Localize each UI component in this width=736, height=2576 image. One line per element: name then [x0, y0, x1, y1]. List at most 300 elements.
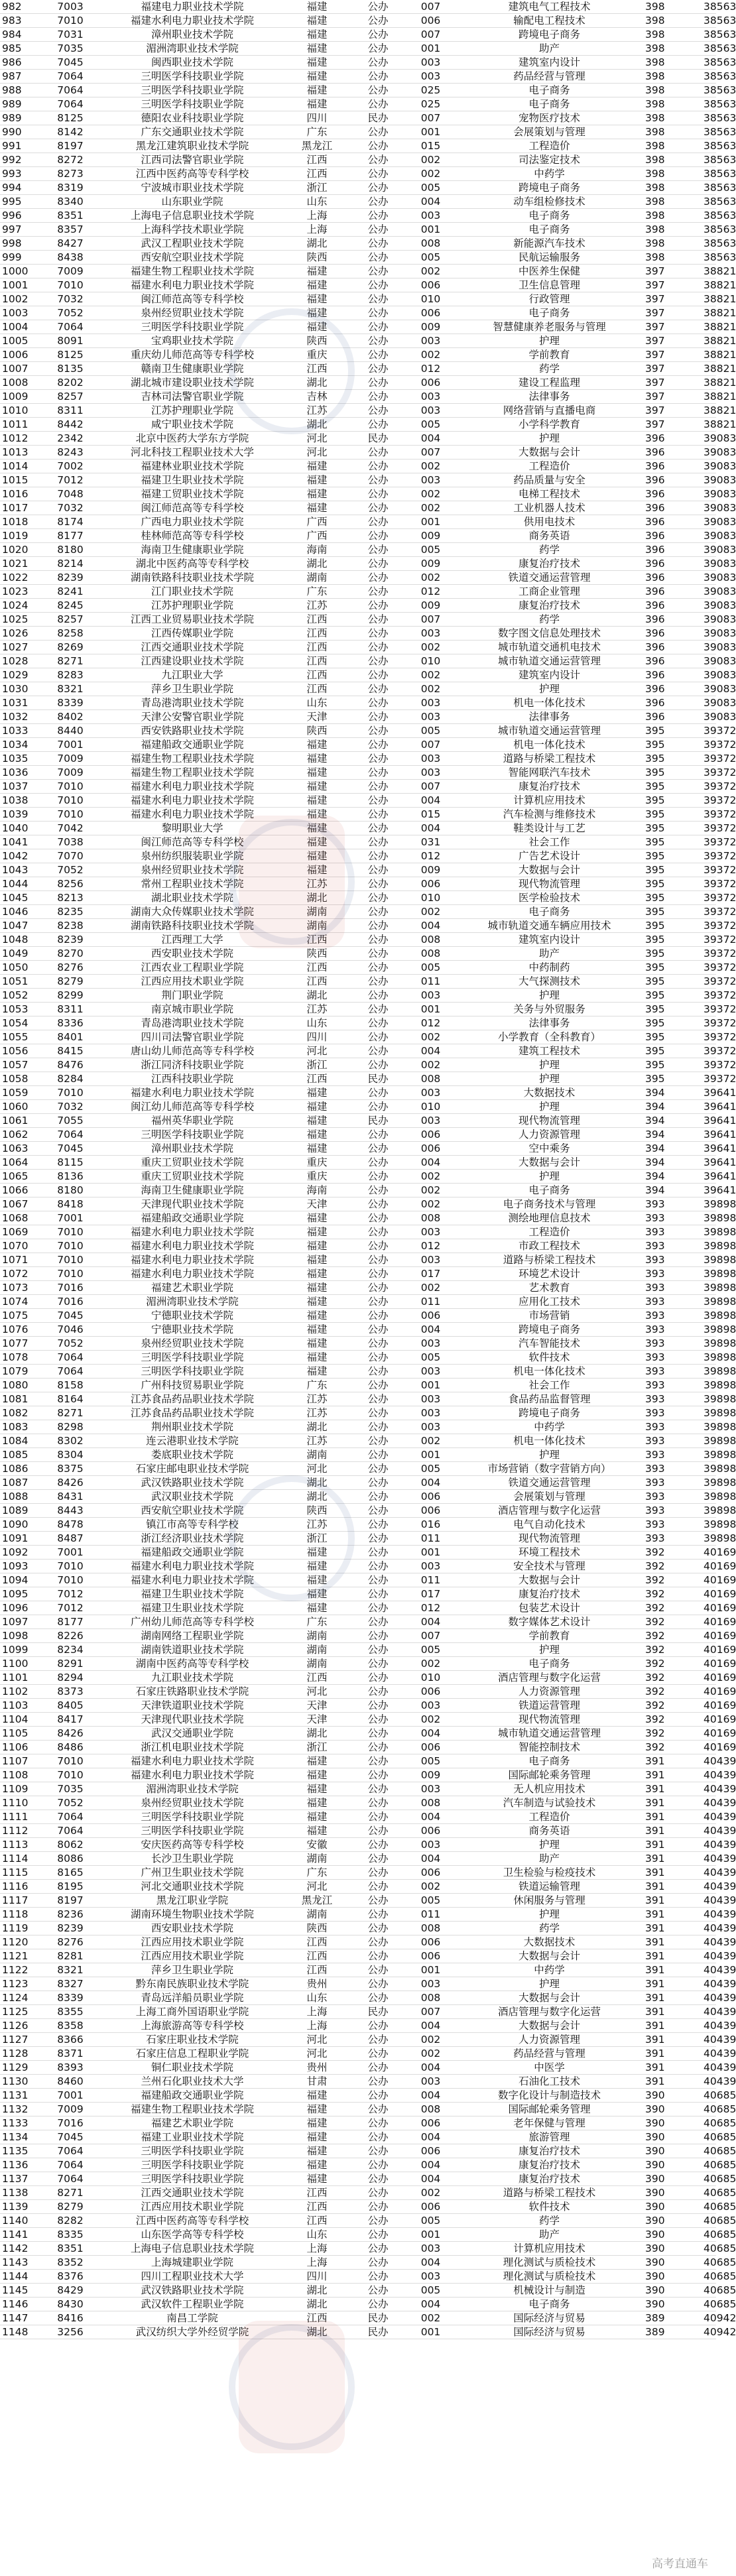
province-cell: 福建 [284, 2144, 350, 2158]
min-score-cell: 391 [643, 1991, 702, 2005]
school-code-cell: 8281 [40, 1949, 101, 1963]
school-name-cell: 江西应用技术职业学院 [101, 1935, 284, 1949]
province-cell: 陕西 [284, 724, 350, 738]
school-name-cell: 湖南中医药高等专科学校 [101, 1657, 284, 1671]
major-name-cell: 卫生检验与检疫技术 [456, 1866, 643, 1880]
school-type-cell: 公办 [350, 835, 406, 849]
major-code-cell: 004 [406, 2172, 456, 2186]
table-row [0, 265, 716, 278]
table-row [0, 125, 716, 139]
min-score-cell: 398 [643, 42, 702, 56]
major-code-cell: 005 [406, 1462, 456, 1476]
row-index-cell: 1012 [0, 432, 40, 446]
min-score-cell: 393 [643, 1253, 702, 1267]
school-type-cell: 公办 [350, 571, 406, 585]
major-code-cell: 002 [406, 348, 456, 362]
min-rank-cell: 39898 [702, 1225, 716, 1239]
school-code-cell: 8283 [40, 668, 101, 682]
school-name-cell: 宁波城市职业技术学院 [101, 181, 284, 195]
major-code-cell: 003 [406, 1838, 456, 1852]
row-index-cell: 1033 [0, 724, 40, 738]
school-type-cell: 公办 [350, 2228, 406, 2242]
min-score-cell: 395 [643, 905, 702, 919]
school-name-cell: 宝鸡职业技术学院 [101, 334, 284, 348]
school-type-cell: 公办 [350, 863, 406, 877]
row-index-cell: 1046 [0, 905, 40, 919]
province-cell: 江苏 [284, 1434, 350, 1448]
province-cell: 海南 [284, 1184, 350, 1197]
school-type-cell: 公办 [350, 1044, 406, 1058]
table-row [0, 1448, 716, 1462]
major-code-cell: 002 [406, 265, 456, 278]
row-index-cell: 989 [0, 111, 40, 125]
major-code-cell: 009 [406, 1768, 456, 1782]
table-row [0, 376, 716, 390]
school-type-cell: 公办 [350, 320, 406, 334]
school-type-cell: 公办 [350, 334, 406, 348]
row-index-cell: 1048 [0, 933, 40, 947]
province-cell: 福建 [284, 738, 350, 752]
major-name-cell: 国际经济与贸易 [456, 2311, 643, 2325]
major-code-cell: 031 [406, 835, 456, 849]
row-index-cell: 1100 [0, 1657, 40, 1671]
row-index-cell: 1044 [0, 877, 40, 891]
row-index-cell: 988 [0, 84, 40, 97]
school-name-cell: 湖北职业技术学院 [101, 891, 284, 905]
major-name-cell: 环境艺术设计 [456, 1267, 643, 1281]
province-cell: 四川 [284, 1030, 350, 1044]
table-row [0, 2075, 716, 2089]
min-rank-cell: 39898 [702, 1532, 716, 1546]
min-rank-cell: 39083 [702, 557, 716, 571]
school-code-cell: 7052 [40, 306, 101, 320]
min-score-cell: 392 [643, 1615, 702, 1629]
major-name-cell: 跨境电子商务 [456, 28, 643, 42]
major-name-cell: 康复治疗技术 [456, 2144, 643, 2158]
school-name-cell: 赣南卫生健康职业学院 [101, 362, 284, 376]
province-cell: 福建 [284, 1281, 350, 1295]
major-code-cell: 001 [406, 1379, 456, 1392]
school-name-cell: 泉州经贸职业技术学院 [101, 1796, 284, 1810]
min-rank-cell: 39898 [702, 1406, 716, 1420]
row-index-cell: 1042 [0, 849, 40, 863]
major-name-cell: 中药学 [456, 1963, 643, 1977]
school-code-cell: 7052 [40, 1337, 101, 1351]
province-cell: 福建 [284, 1782, 350, 1796]
table-row [0, 1156, 716, 1170]
school-type-cell: 公办 [350, 1337, 406, 1351]
row-index-cell: 1143 [0, 2256, 40, 2270]
min-score-cell: 393 [643, 1504, 702, 1518]
row-index-cell: 1013 [0, 446, 40, 460]
major-name-cell: 国际经济与贸易 [456, 2325, 643, 2339]
major-name-cell: 药品经营与管理 [456, 70, 643, 84]
major-code-cell: 004 [406, 2089, 456, 2103]
row-index-cell: 1123 [0, 1977, 40, 1991]
table-row [0, 2256, 716, 2270]
school-code-cell: 7064 [40, 1810, 101, 1824]
min-score-cell: 395 [643, 1058, 702, 1072]
min-score-cell: 395 [643, 724, 702, 738]
row-index-cell: 1141 [0, 2228, 40, 2242]
school-name-cell: 西安职业技术学院 [101, 947, 284, 961]
major-name-cell: 现代物流管理 [456, 1713, 643, 1727]
province-cell: 福建 [284, 863, 350, 877]
min-rank-cell: 39372 [702, 905, 716, 919]
min-rank-cell: 40439 [702, 1824, 716, 1838]
row-index-cell: 1098 [0, 1629, 40, 1643]
school-type-cell: 公办 [350, 1170, 406, 1184]
province-cell: 福建 [284, 1211, 350, 1225]
school-type-cell: 公办 [350, 265, 406, 278]
min-score-cell: 395 [643, 808, 702, 822]
school-type-cell: 公办 [350, 947, 406, 961]
major-code-cell: 003 [406, 1406, 456, 1420]
row-index-cell: 1095 [0, 1587, 40, 1601]
min-rank-cell: 39372 [702, 808, 716, 822]
min-score-cell: 393 [643, 1197, 702, 1211]
row-index-cell: 1112 [0, 1824, 40, 1838]
min-score-cell: 395 [643, 752, 702, 766]
row-index-cell: 1110 [0, 1796, 40, 1810]
province-cell: 福建 [284, 1601, 350, 1615]
school-type-cell: 公办 [350, 2075, 406, 2089]
school-name-cell: 石家庄信息工程职业学院 [101, 2047, 284, 2061]
school-name-cell: 福建船政交通职业学院 [101, 1546, 284, 1560]
min-score-cell: 392 [643, 1573, 702, 1587]
province-cell: 福建 [284, 1796, 350, 1810]
province-cell: 江西 [284, 961, 350, 975]
major-code-cell: 005 [406, 1351, 456, 1365]
table-row [0, 2130, 716, 2144]
row-index-cell: 989 [0, 97, 40, 111]
school-code-cell: 7009 [40, 752, 101, 766]
major-name-cell: 大数据与会计 [456, 1949, 643, 1963]
school-type-cell: 公办 [350, 1727, 406, 1741]
table-row [0, 1504, 716, 1518]
school-code-cell: 7010 [40, 1768, 101, 1782]
school-name-cell: 福建水利电力职业技术学院 [101, 14, 284, 28]
min-rank-cell: 40439 [702, 1810, 716, 1824]
school-type-cell: 公办 [350, 1991, 406, 2005]
major-name-cell: 大数据与会计 [456, 1573, 643, 1587]
min-score-cell: 395 [643, 1044, 702, 1058]
min-rank-cell: 38821 [702, 376, 716, 390]
school-name-cell: 青岛港湾职业技术学院 [101, 696, 284, 710]
school-type-cell: 公办 [350, 1100, 406, 1114]
school-name-cell: 江西中医药高等专科学校 [101, 167, 284, 181]
min-score-cell: 392 [643, 1587, 702, 1601]
min-score-cell: 392 [643, 1546, 702, 1560]
min-score-cell: 392 [643, 1713, 702, 1727]
province-cell: 河北 [284, 1685, 350, 1699]
min-score-cell: 393 [643, 1448, 702, 1462]
school-name-cell: 西安职业技术学院 [101, 1922, 284, 1935]
row-index-cell: 1119 [0, 1922, 40, 1935]
min-rank-cell: 39898 [702, 1267, 716, 1281]
min-score-cell: 391 [643, 1935, 702, 1949]
major-code-cell: 007 [406, 613, 456, 627]
province-cell: 福建 [284, 28, 350, 42]
school-code-cell: 8136 [40, 1170, 101, 1184]
school-type-cell: 公办 [350, 2019, 406, 2033]
school-code-cell: 8339 [40, 1991, 101, 2005]
major-code-cell: 002 [406, 1197, 456, 1211]
min-score-cell: 394 [643, 1128, 702, 1142]
major-name-cell: 新能源汽车技术 [456, 237, 643, 251]
table-row [0, 1406, 716, 1420]
table-row [0, 97, 716, 111]
major-name-cell: 中医学 [456, 2061, 643, 2075]
min-rank-cell: 40439 [702, 2075, 716, 2089]
row-index-cell: 1075 [0, 1309, 40, 1323]
major-code-cell: 005 [406, 181, 456, 195]
school-name-cell: 泉州纺织服装职业学院 [101, 849, 284, 863]
row-index-cell: 1070 [0, 1239, 40, 1253]
school-type-cell: 公办 [350, 613, 406, 627]
school-type-cell: 公办 [350, 2298, 406, 2311]
province-cell: 山东 [284, 2228, 350, 2242]
row-index-cell: 1103 [0, 1699, 40, 1713]
school-name-cell: 江西应用技术职业学院 [101, 1949, 284, 1963]
table-row [0, 1880, 716, 1894]
min-score-cell: 397 [643, 265, 702, 278]
min-score-cell: 390 [643, 2270, 702, 2284]
school-type-cell: 公办 [350, 1225, 406, 1239]
school-type-cell: 公办 [350, 1741, 406, 1754]
school-type-cell: 公办 [350, 376, 406, 390]
province-cell: 四川 [284, 111, 350, 125]
min-score-cell: 396 [643, 613, 702, 627]
table-row [0, 418, 716, 432]
row-index-cell: 992 [0, 153, 40, 167]
school-code-cell: 7010 [40, 1754, 101, 1768]
table-row [0, 2116, 716, 2130]
row-index-cell: 993 [0, 167, 40, 181]
major-code-cell: 003 [406, 2075, 456, 2089]
province-cell: 湖北 [284, 2298, 350, 2311]
school-type-cell: 公办 [350, 641, 406, 654]
table-row [0, 446, 716, 460]
min-score-cell: 398 [643, 251, 702, 265]
min-score-cell: 394 [643, 1156, 702, 1170]
row-index-cell: 1129 [0, 2061, 40, 2075]
min-score-cell: 391 [643, 1810, 702, 1824]
min-rank-cell: 39372 [702, 1016, 716, 1030]
school-name-cell: 黎明职业大学 [101, 822, 284, 835]
major-name-cell: 旅游管理 [456, 2130, 643, 2144]
major-code-cell: 004 [406, 1852, 456, 1866]
major-name-cell: 道路与桥梁工程技术 [456, 752, 643, 766]
row-index-cell: 1018 [0, 515, 40, 529]
min-score-cell: 393 [643, 1239, 702, 1253]
school-code-cell: 8327 [40, 1977, 101, 1991]
min-rank-cell: 38821 [702, 418, 716, 432]
major-code-cell: 016 [406, 1518, 456, 1532]
table-row [0, 390, 716, 404]
major-code-cell: 009 [406, 320, 456, 334]
school-type-cell: 公办 [350, 877, 406, 891]
min-rank-cell: 40685 [702, 2256, 716, 2270]
row-index-cell: 1063 [0, 1142, 40, 1156]
table-row [0, 1560, 716, 1573]
row-index-cell: 1073 [0, 1281, 40, 1295]
table-row [0, 1699, 716, 1713]
major-name-cell: 护理 [456, 1072, 643, 1086]
min-score-cell: 396 [643, 696, 702, 710]
min-rank-cell: 38563 [702, 84, 716, 97]
school-code-cell: 8180 [40, 543, 101, 557]
major-name-cell: 电子商务 [456, 306, 643, 320]
school-code-cell: 8486 [40, 1741, 101, 1754]
row-index-cell: 1145 [0, 2284, 40, 2298]
school-name-cell: 广州卫生职业技术学院 [101, 1866, 284, 1880]
min-rank-cell: 38563 [702, 251, 716, 265]
school-name-cell: 闽江师范高等专科学校 [101, 292, 284, 306]
major-code-cell: 002 [406, 1281, 456, 1295]
school-type-cell: 公办 [350, 97, 406, 111]
school-type-cell: 公办 [350, 738, 406, 752]
min-score-cell: 391 [643, 1866, 702, 1880]
min-rank-cell: 39372 [702, 1072, 716, 1086]
major-name-cell: 人力资源管理 [456, 1685, 643, 1699]
school-name-cell: 三明医学科技职业学院 [101, 1128, 284, 1142]
school-type-cell: 公办 [350, 306, 406, 320]
school-name-cell: 浙江机电职业技术学院 [101, 1741, 284, 1754]
min-rank-cell: 40439 [702, 1894, 716, 1908]
major-code-cell: 006 [406, 1128, 456, 1142]
min-rank-cell: 38821 [702, 278, 716, 292]
major-name-cell: 学前教育 [456, 1629, 643, 1643]
min-rank-cell: 39898 [702, 1239, 716, 1253]
row-index-cell: 1045 [0, 891, 40, 905]
table-row [0, 1044, 716, 1058]
row-index-cell: 1072 [0, 1267, 40, 1281]
table-row [0, 1309, 716, 1323]
school-type-cell: 公办 [350, 1824, 406, 1838]
row-index-cell: 1059 [0, 1086, 40, 1100]
major-code-cell: 012 [406, 362, 456, 376]
row-index-cell: 985 [0, 42, 40, 56]
school-name-cell: 武汉职业技术学院 [101, 1490, 284, 1504]
min-rank-cell: 39083 [702, 641, 716, 654]
school-name-cell: 福建生物工程职业技术学院 [101, 265, 284, 278]
school-type-cell: 公办 [350, 1281, 406, 1295]
major-code-cell: 002 [406, 1657, 456, 1671]
table-row [0, 1184, 716, 1197]
row-index-cell: 1118 [0, 1908, 40, 1922]
school-type-cell: 公办 [350, 905, 406, 919]
min-score-cell: 390 [643, 2186, 702, 2200]
major-name-cell: 电子商务 [456, 97, 643, 111]
min-score-cell: 396 [643, 571, 702, 585]
min-rank-cell: 39083 [702, 501, 716, 515]
school-name-cell: 福建卫生职业技术学院 [101, 1587, 284, 1601]
school-name-cell: 吉林司法警官职业学院 [101, 390, 284, 404]
school-name-cell: 三明医学科技职业学院 [101, 2172, 284, 2186]
major-name-cell: 网络营销与直播电商 [456, 404, 643, 418]
province-cell: 江西 [284, 2186, 350, 2200]
table-row [0, 139, 716, 153]
min-score-cell: 398 [643, 84, 702, 97]
school-code-cell: 8402 [40, 710, 101, 724]
school-type-cell: 公办 [350, 2144, 406, 2158]
min-rank-cell: 40169 [702, 1629, 716, 1643]
province-cell: 重庆 [284, 1170, 350, 1184]
school-name-cell: 福建船政交通职业学院 [101, 738, 284, 752]
row-index-cell: 1097 [0, 1615, 40, 1629]
major-name-cell: 石油化工技术 [456, 2075, 643, 2089]
school-type-cell: 公办 [350, 1643, 406, 1657]
school-type-cell: 公办 [350, 933, 406, 947]
table-row [0, 1573, 716, 1587]
school-type-cell: 公办 [350, 390, 406, 404]
school-name-cell: 福建水利电力职业技术学院 [101, 1225, 284, 1239]
school-type-cell: 公办 [350, 1058, 406, 1072]
school-code-cell: 8476 [40, 1058, 101, 1072]
min-rank-cell: 38563 [702, 181, 716, 195]
table-row [0, 1476, 716, 1490]
table-row [0, 933, 716, 947]
row-index-cell: 1104 [0, 1713, 40, 1727]
min-score-cell: 398 [643, 14, 702, 28]
province-cell: 山东 [284, 1991, 350, 2005]
major-name-cell: 药品经营与管理 [456, 2047, 643, 2061]
min-rank-cell: 40169 [702, 1685, 716, 1699]
major-name-cell: 康复治疗技术 [456, 2158, 643, 2172]
major-name-cell: 康复治疗技术 [456, 557, 643, 571]
table-row [0, 153, 716, 167]
school-name-cell: 福建水利电力职业技术学院 [101, 1086, 284, 1100]
min-score-cell: 393 [643, 1476, 702, 1490]
major-name-cell: 电子商务 [456, 209, 643, 223]
row-index-cell: 1147 [0, 2311, 40, 2325]
school-code-cell: 8271 [40, 654, 101, 668]
row-index-cell: 1108 [0, 1768, 40, 1782]
school-name-cell: 江西农业工程职业学院 [101, 961, 284, 975]
school-type-cell: 公办 [350, 668, 406, 682]
table-row [0, 1546, 716, 1560]
min-score-cell: 394 [643, 1184, 702, 1197]
min-score-cell: 398 [643, 153, 702, 167]
min-rank-cell: 39641 [702, 1156, 716, 1170]
table-row [0, 835, 716, 849]
major-code-cell: 005 [406, 1894, 456, 1908]
school-type-cell: 民办 [350, 2325, 406, 2339]
school-type-cell: 公办 [350, 1587, 406, 1601]
school-code-cell: 8429 [40, 2284, 101, 2298]
school-name-cell: 兰州石化职业技术大学 [101, 2075, 284, 2089]
major-code-cell: 003 [406, 1114, 456, 1128]
school-code-cell: 8062 [40, 1838, 101, 1852]
min-score-cell: 397 [643, 362, 702, 376]
major-name-cell: 鞋类设计与工艺 [456, 822, 643, 835]
school-name-cell: 漳州职业技术学院 [101, 28, 284, 42]
major-name-cell: 会展策划与管理 [456, 125, 643, 139]
school-type-cell: 公办 [350, 2158, 406, 2172]
min-rank-cell: 39898 [702, 1211, 716, 1225]
table-row [0, 1142, 716, 1156]
min-rank-cell: 39372 [702, 877, 716, 891]
province-cell: 湖南 [284, 1657, 350, 1671]
school-code-cell: 7064 [40, 320, 101, 334]
school-type-cell: 公办 [350, 794, 406, 808]
school-code-cell: 7010 [40, 1573, 101, 1587]
province-cell: 上海 [284, 2242, 350, 2256]
school-name-cell: 湖南环境生物职业技术学院 [101, 1908, 284, 1922]
row-index-cell: 1004 [0, 320, 40, 334]
school-name-cell: 福建船政交通职业学院 [101, 1211, 284, 1225]
